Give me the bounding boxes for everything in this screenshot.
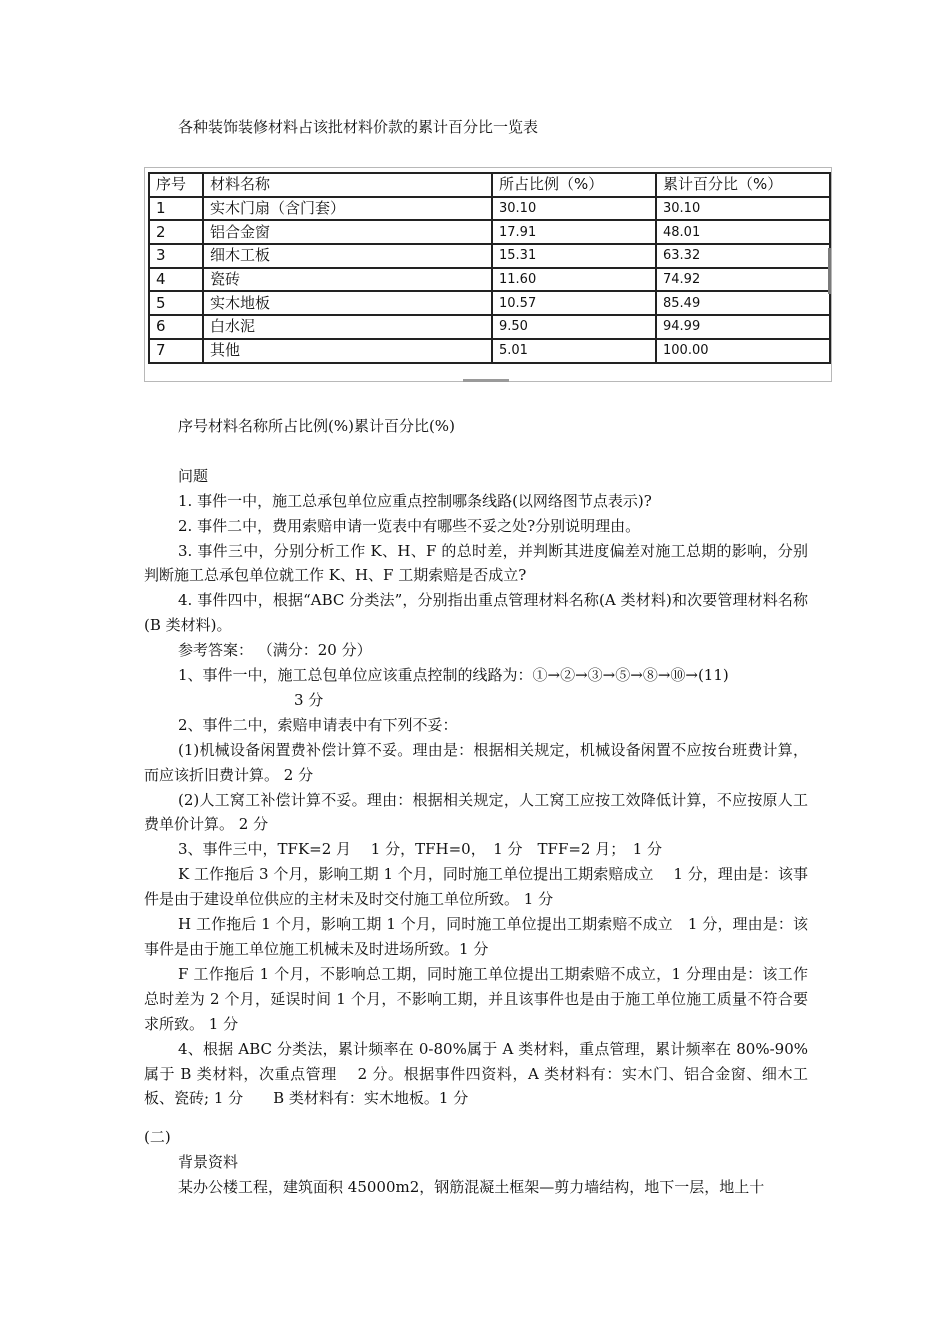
table-cell: 5 <box>149 291 203 315</box>
table-cell: 3 <box>149 244 203 268</box>
table-row <box>149 268 830 292</box>
table-cell: 48.01 <box>656 220 830 244</box>
table-cell: 7 <box>149 339 203 363</box>
table-row <box>149 339 830 363</box>
table-cell: 铝合金窗 <box>203 220 492 244</box>
body-text <box>144 414 808 1200</box>
table-row <box>149 291 830 315</box>
table-cell: 94.99 <box>656 315 830 339</box>
table-cell: 实木地板 <box>203 291 492 315</box>
background-heading: 背景资料 <box>178 1153 239 1172</box>
table-row <box>149 244 830 268</box>
table-cell: 10.57 <box>492 291 656 315</box>
image-resize-handle-bottom <box>463 379 509 382</box>
table-cell: 74.92 <box>656 268 830 292</box>
answer-2: 2、事件二中，索赔申请表中有下列不妥： <box>178 715 458 734</box>
answer-1: 1、事件一中，施工总包单位应该重点控制的线路为：①→②→③→⑤→⑧→⑩→(11) <box>178 666 729 685</box>
table-cell: 实木门扇（含门套） <box>203 197 492 221</box>
answer-3-k: K 工作拖后 3 个月，影响工期 1 个月，同时施工单位提出工期索赔成立 1 分，理由是：该事件是由于建设单位供应的主材未及时交付施工单位所致。 1 分 <box>144 865 808 909</box>
table-header-cell: 累计百分比（%） <box>656 173 830 197</box>
table-cell: 30.10 <box>656 197 830 221</box>
table-header-cell: 材料名称 <box>203 173 492 197</box>
answer-2-item-2: (2)人工窝工补偿计算不妥。理由：根据相关规定，人工窝工应按工效降低计算，不应按原人工费单价计算。 2 分 <box>144 790 808 834</box>
table-cell: 4 <box>149 268 203 292</box>
table-header-cell: 序号 <box>149 173 203 197</box>
question-4: 4. 事件四中，根据“ABC 分类法”，分别指出重点管理材料名称(A 类材料)和次要管理材料名称(B 类材料)。 <box>144 591 808 635</box>
answer-1-score: 3 分 <box>294 690 324 709</box>
table-header-line: 序号材料名称所占比例(%)累计百分比(%) <box>178 417 455 435</box>
section-2-heading: (二) <box>144 1128 171 1147</box>
table-cell: 细木工板 <box>203 244 492 268</box>
table-cell: 17.91 <box>492 220 656 244</box>
answer-3-f: F 工作拖后 1 个月，不影响总工期，同时施工单位提出工期索赔不成立，1 分理由是：该工作总时差为 2 个月，延误时间 1 个月，不影响工期，并且该事件也是由于施工单位施工质量不符合要求所致。 1 分 <box>144 964 808 1033</box>
table-row <box>149 220 830 244</box>
material-percentage-table <box>148 172 831 364</box>
questions-heading: 问题 <box>178 466 209 485</box>
table-title: 各种装饰装修材料占该批材料价款的累计百分比一览表 <box>178 118 539 136</box>
table-row <box>149 197 830 221</box>
question-1: 1. 事件一中，施工总承包单位应重点控制哪条线路(以网络图节点表示)? <box>178 491 652 510</box>
question-2: 2. 事件二中，费用索赔申请一览表中有哪些不妥之处?分别说明理由。 <box>178 516 641 535</box>
table-cell: 9.50 <box>492 315 656 339</box>
answer-3: 3、事件三中，TFK=2 月 1 分，TFH=0， 1 分 TFF=2 月； 1 分 <box>178 840 663 859</box>
table-cell: 瓷砖 <box>203 268 492 292</box>
answer-heading: 参考答案： （满分：20 分） <box>178 641 372 660</box>
table-header-row <box>149 173 830 197</box>
table-cell: 11.60 <box>492 268 656 292</box>
answer-3-h: H 工作拖后 1 个月，影响工期 1 个月，同时施工单位提出工期索赔不成立 1 分，理由是：该事件是由于施工单位施工机械未及时进场所致。1 分 <box>144 915 808 959</box>
table-cell: 5.01 <box>492 339 656 363</box>
answer-2-item-1: (1)机械设备闲置费补偿计算不妥。理由是：根据相关规定，机械设备闲置不应按台班费计算，而应该折旧费计算。 2 分 <box>144 740 808 784</box>
table-row <box>149 315 830 339</box>
table-cell: 30.10 <box>492 197 656 221</box>
table-cell: 6 <box>149 315 203 339</box>
table-cell: 100.00 <box>656 339 830 363</box>
table-header-cell: 所占比例（%） <box>492 173 656 197</box>
table-cell: 1 <box>149 197 203 221</box>
question-3: 3. 事件三中，分别分析工作 K、H、F 的总时差，并判断其进度偏差对施工总期的影响，分别判断施工总承包单位就工作 K、H、F 工期索赔是否成立? <box>144 541 808 585</box>
answer-4: 4、根据 ABC 分类法，累计频率在 0-80%属于 A 类材料，重点管理，累计频率在 80%-90%属于 B 类材料，次重点管理 2 分。根据事件四资料，A 类材料有：实木门、铝合金窗、细木工板、瓷砖; 1 分 B 类材料有：实木地板。1 分 <box>144 1039 808 1108</box>
table-cell: 其他 <box>203 339 492 363</box>
background-text: 某办公楼工程，建筑面积 45000m2，钢筋混凝土框架—剪力墙结构，地下一层，地上十 <box>178 1178 765 1197</box>
table-cell: 63.32 <box>656 244 830 268</box>
table-image-frame <box>144 167 832 382</box>
table-cell: 白水泥 <box>203 315 492 339</box>
table-cell: 15.31 <box>492 244 656 268</box>
table-cell: 2 <box>149 220 203 244</box>
table-cell: 85.49 <box>656 291 830 315</box>
image-resize-handle-right <box>828 248 831 294</box>
